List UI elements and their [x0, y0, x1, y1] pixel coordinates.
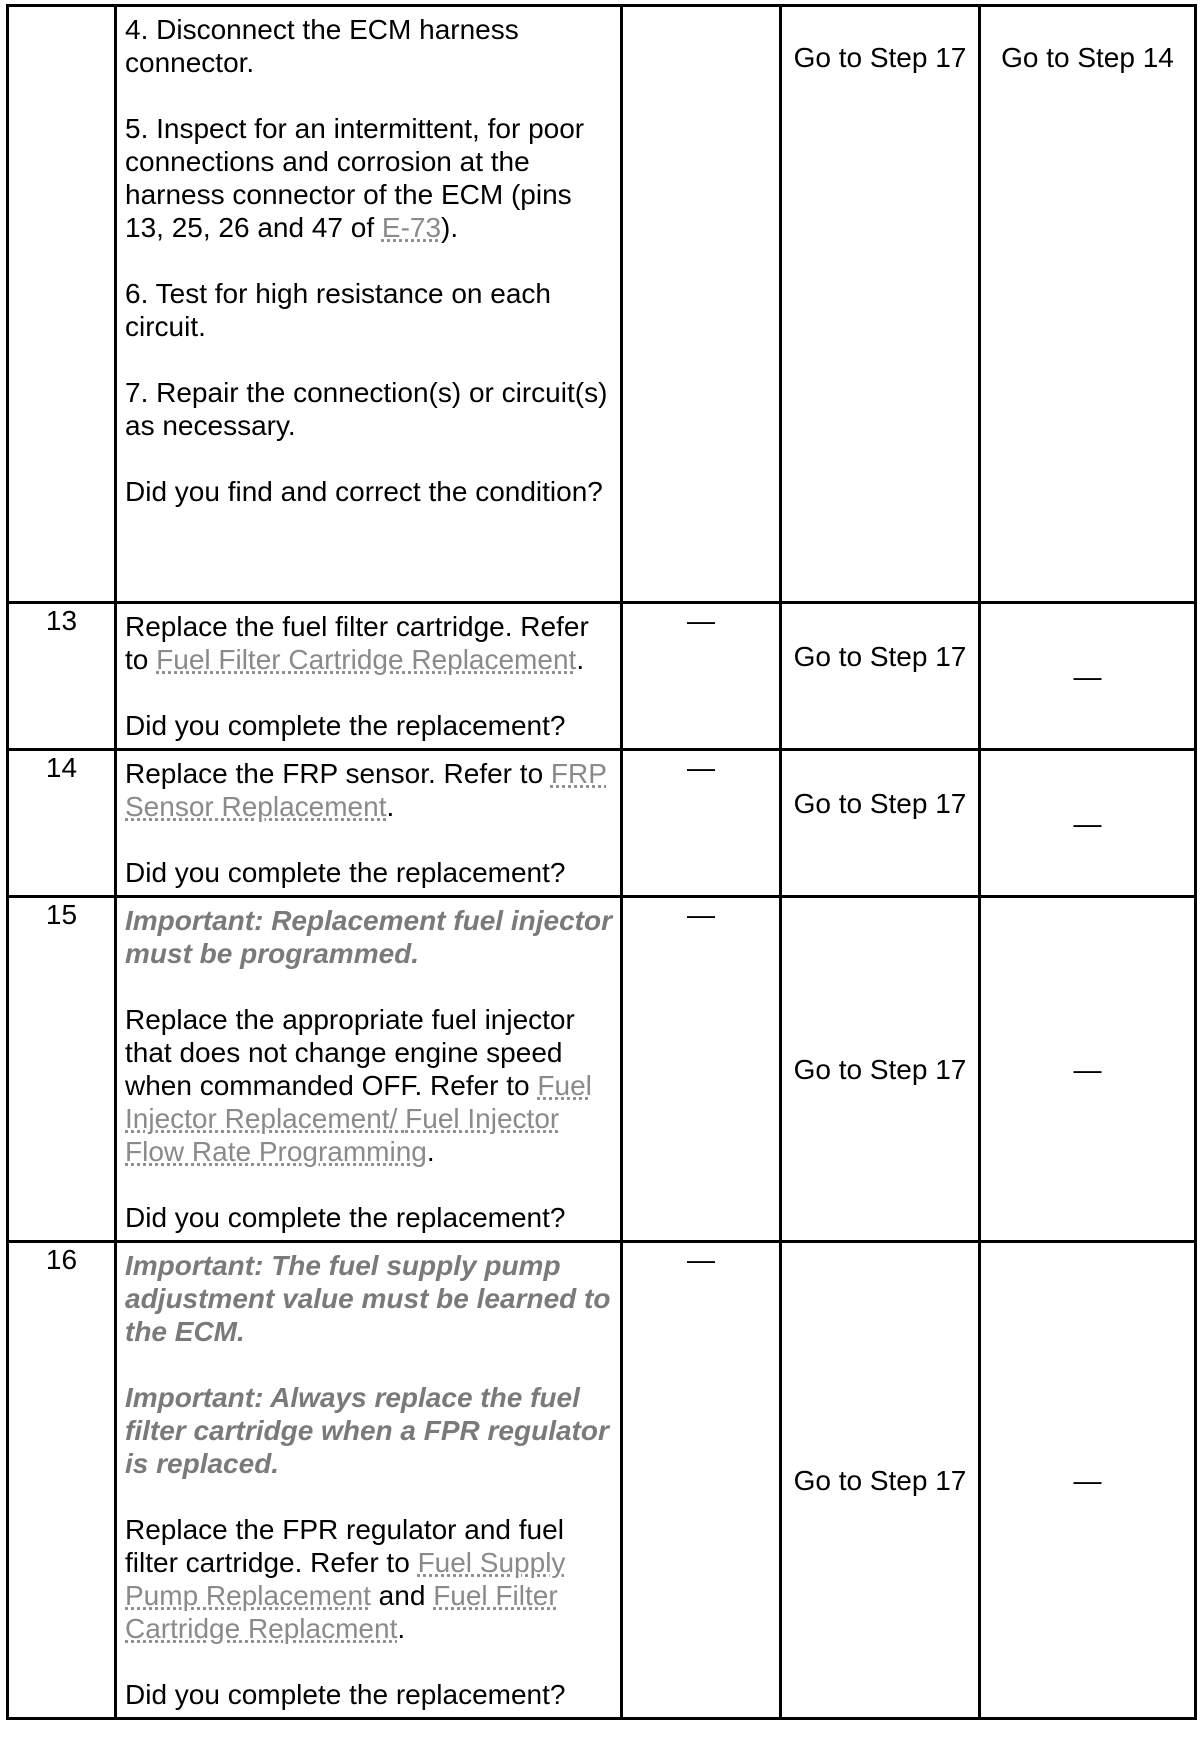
action-cell	[116, 750, 622, 897]
reference-link[interactable]: /	[389, 1103, 406, 1134]
action-cell	[116, 897, 622, 1242]
no-goto-text: —	[1073, 1053, 1102, 1085]
yes-goto-text: Go to Step 17	[793, 1053, 967, 1085]
action-text	[117, 751, 620, 889]
value-cell	[622, 1242, 781, 1719]
table-row	[8, 1242, 1196, 1719]
step-number: 15	[45, 899, 78, 930]
action-text	[117, 1243, 620, 1711]
reference-link[interactable]: Fuel Filter Cartridge Replacement	[156, 644, 577, 675]
reference-link[interactable]: E-73	[381, 212, 442, 243]
action-text-segment: and	[370, 1580, 434, 1611]
no-cell	[980, 6, 1196, 603]
step-number: 16	[45, 1244, 78, 1275]
action-paragraph	[125, 904, 612, 970]
reference-link[interactable]: Fuel Filter Cartridge Replacment	[125, 1580, 558, 1644]
action-paragraph	[125, 376, 612, 442]
reference-link[interactable]: FRP Sensor Replacement	[125, 758, 607, 822]
action-paragraph	[125, 1201, 612, 1234]
value-cell	[622, 6, 781, 603]
action-text-segment: Replace the FPR regulator and fuel filter cartridge. Refer to	[125, 1514, 564, 1578]
action-paragraph	[125, 610, 612, 676]
step-number-cell	[8, 1242, 116, 1719]
action-text-segment: ).	[441, 212, 459, 243]
yes-cell	[781, 897, 980, 1242]
action-cell	[116, 603, 622, 750]
action-text	[117, 898, 620, 1234]
action-text-segment: Did you complete the replacement?	[125, 1202, 566, 1233]
action-text	[117, 7, 620, 508]
action-text-segment: Did you find and correct the condition?	[125, 476, 603, 507]
action-text-segment: 7. Repair the connection(s) or circuit(s) as necessary.	[125, 377, 608, 441]
value-text: —	[687, 752, 715, 783]
no-cell	[980, 1242, 1196, 1719]
reference-link[interactable]: Fuel Supply Pump Replacement	[125, 1547, 566, 1611]
reference-link[interactable]: Fuel Injector Replacement	[125, 1070, 592, 1134]
step-number-cell	[8, 6, 116, 603]
step-number: 13	[45, 605, 78, 636]
action-paragraph	[125, 277, 612, 343]
action-paragraph	[125, 1513, 612, 1645]
yes-goto-text: Go to Step 17	[793, 1464, 967, 1496]
action-paragraph	[125, 1678, 612, 1711]
action-text-segment: .	[386, 791, 395, 822]
action-text-segment: .	[397, 1613, 406, 1644]
action-paragraph	[125, 856, 612, 889]
table-row	[8, 750, 1196, 897]
action-text-segment: 6. Test for high resistance on each circuit.	[125, 278, 551, 342]
important-note: Important: Replacement fuel injector must be programmed.	[125, 905, 612, 969]
yes-cell	[781, 6, 980, 603]
action-text-segment: 4. Disconnect the ECM harness connector.	[125, 14, 519, 78]
table-row	[8, 897, 1196, 1242]
value-text: —	[687, 1244, 715, 1275]
step-number-cell	[8, 750, 116, 897]
action-paragraph	[125, 1003, 612, 1168]
action-cell	[116, 1242, 622, 1719]
table-row	[8, 603, 1196, 750]
value-cell	[622, 750, 781, 897]
no-cell	[980, 750, 1196, 897]
important-note: Important: Always replace the fuel filter cartridge when a FPR regulator is replaced.	[125, 1382, 609, 1479]
no-goto-text: Go to Step 14	[1001, 42, 1174, 73]
value-text: —	[687, 899, 715, 930]
no-goto-text: —	[1073, 807, 1102, 839]
yes-cell	[781, 750, 980, 897]
no-goto-text: —	[1073, 660, 1102, 692]
action-text-segment: 5. Inspect for an intermittent, for poor connections and corrosion at the harness connector of the ECM (pins 13, 25, 26 and 47 of	[125, 113, 585, 243]
action-paragraph	[125, 475, 612, 508]
action-text-segment: .	[426, 1136, 435, 1167]
action-cell	[116, 6, 622, 603]
action-text	[117, 604, 620, 742]
yes-goto-text: Go to Step 17	[793, 641, 967, 672]
no-cell	[980, 603, 1196, 750]
action-text-segment: Did you complete the replacement?	[125, 710, 566, 741]
action-text-segment: Replace the fuel filter cartridge. Refer to	[125, 611, 589, 675]
no-goto-text: —	[1073, 1464, 1102, 1496]
action-text-segment: Replace the FRP sensor. Refer to	[125, 758, 551, 789]
action-text-segment: .	[576, 644, 585, 675]
important-note: Important: The fuel supply pump adjustment value must be learned to the ECM.	[125, 1250, 611, 1347]
action-text-segment: Did you complete the replacement?	[125, 857, 566, 888]
action-paragraph	[125, 112, 612, 244]
action-paragraph	[125, 1381, 612, 1480]
action-paragraph	[125, 757, 612, 823]
yes-cell	[781, 1242, 980, 1719]
action-paragraph	[125, 709, 612, 742]
value-cell	[622, 897, 781, 1242]
step-number-cell	[8, 897, 116, 1242]
action-text-segment: Did you complete the replacement?	[125, 1679, 566, 1710]
action-paragraph	[125, 13, 612, 79]
table-row-continued	[8, 6, 1196, 603]
value-cell	[622, 603, 781, 750]
step-number: 14	[45, 752, 78, 783]
yes-goto-text: Go to Step 17	[793, 42, 967, 73]
step-number-cell	[8, 603, 116, 750]
no-cell	[980, 897, 1196, 1242]
action-text-segment: Replace the appropriate fuel injector that does not change engine speed when commanded OFF. Refer to	[125, 1004, 575, 1101]
yes-cell	[781, 603, 980, 750]
reference-link[interactable]: Fuel Injector Flow Rate Programming	[125, 1103, 560, 1167]
yes-goto-text: Go to Step 17	[793, 788, 967, 819]
action-paragraph	[125, 1249, 612, 1348]
diagnostic-table	[6, 4, 1197, 1720]
value-text: —	[687, 605, 715, 636]
